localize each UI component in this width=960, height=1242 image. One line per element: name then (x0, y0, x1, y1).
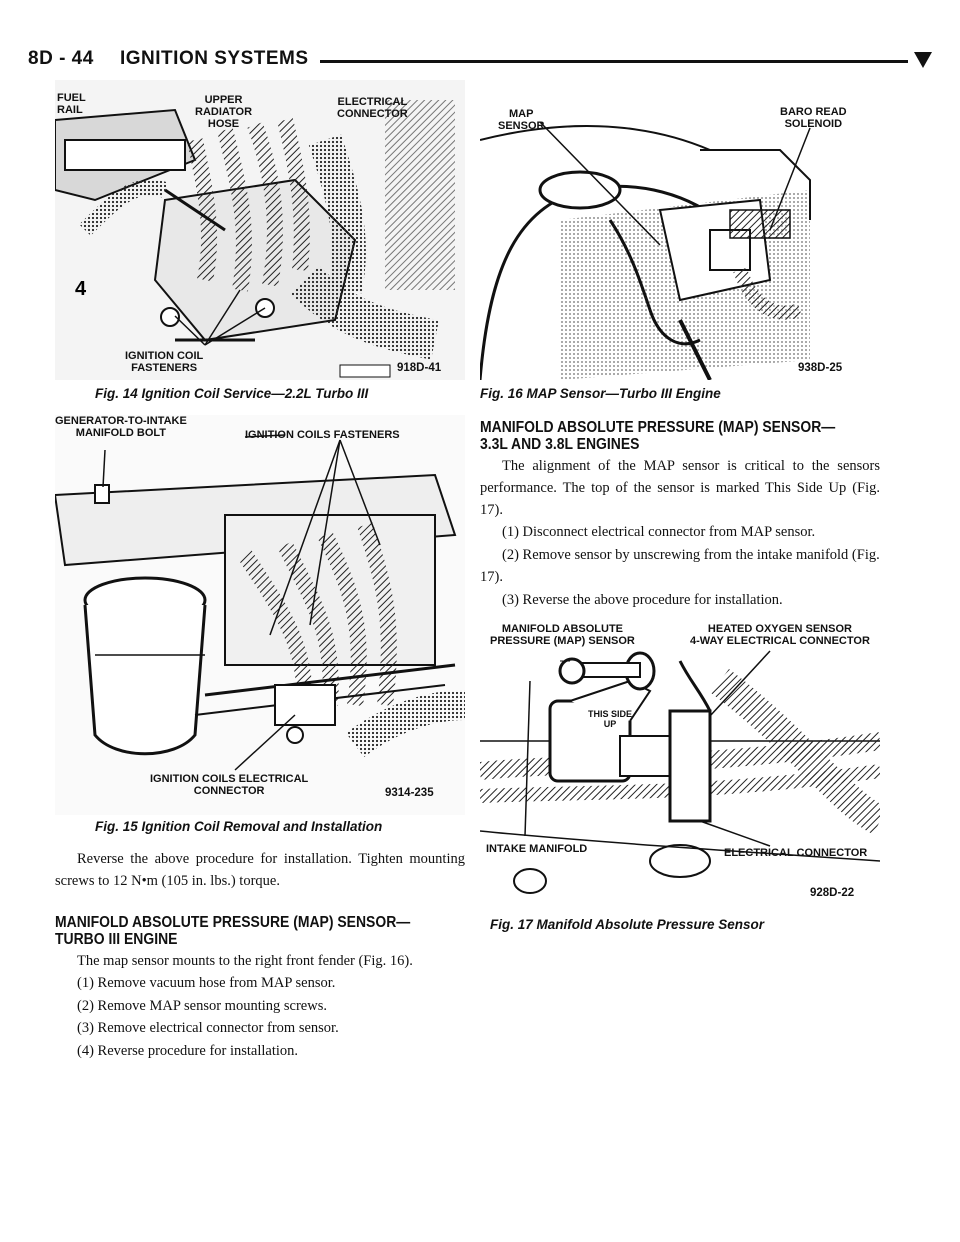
page-section-title: IGNITION SYSTEMS (120, 48, 309, 69)
figure-15-illustration (55, 415, 465, 815)
reverse-procedure-paragraph: Reverse the above procedure for installation. Tighten mounting screws to 12 N•m (105 in. lbs.) torque. (55, 851, 465, 889)
section-title-33-38: MANIFOLD ABSOLUTE PRESSURE (MAP) SENSOR—3.3L AND 3.8L ENGINES (480, 419, 836, 453)
figure-15 (55, 415, 465, 815)
map-33-38-step-2: (2) Remove sensor by unscrewing from the intake manifold (Fig. 17). (480, 546, 880, 585)
right-column (480, 80, 880, 932)
label-map-sensor: MAP SENSOR (498, 108, 545, 132)
map-33-38-intro-paragraph: The alignment of the MAP sensor is critical to the sensors performance. The top of the sensor is marked This Side Up (Fig. 17). (480, 458, 880, 518)
section-title-turbo: MANIFOLD ABSOLUTE PRESSURE (MAP) SENSOR—TURBO III ENGINE (55, 914, 411, 948)
turbo-intro-paragraph: The map sensor mounts to the right front fender (Fig. 16). (77, 953, 413, 969)
left-column (55, 80, 465, 1062)
turbo-step-1: (1) Remove vacuum hose from MAP sensor. (77, 975, 336, 991)
label-electrical-connector: ELECTRICAL CONNECTOR (337, 96, 408, 120)
figure-16 (480, 80, 880, 380)
label-map-sensor-17: MANIFOLD ABSOLUTE PRESSURE (MAP) SENSOR (490, 623, 635, 647)
turbo-step-4: (4) Reverse procedure for installation. (77, 1042, 299, 1059)
label-ignition-coil-fasteners: IGNITION COIL FASTENERS (125, 350, 204, 374)
label-intake-manifold: INTAKE MANIFOLD (486, 843, 588, 855)
svg-text:4: 4 (75, 278, 87, 300)
map-33-38-step-3: (3) Reverse the above procedure for installation. (502, 591, 783, 608)
label-fuel-rail: FUEL RAIL (57, 92, 86, 116)
figure-15-code: 9314-235 (385, 787, 434, 799)
figure-16-code: 938D-25 (798, 362, 843, 374)
label-heated-oxygen-sensor: HEATED OXYGEN SENSOR 4-WAY ELECTRICAL CONNECTOR (690, 623, 870, 647)
figure-14-code: 918D-41 (397, 362, 442, 374)
label-electrical-connector-17: ELECTRICAL CONNECTOR (724, 847, 868, 859)
figure-14 (55, 80, 465, 380)
label-upper-radiator-hose: UPPER RADIATOR HOSE (195, 94, 253, 130)
figure-17-illustration (480, 621, 880, 911)
label-generator-bolt: GENERATOR-TO-INTAKE MANIFOLD BOLT (55, 415, 187, 439)
figure-17-caption: Fig. 17 Manifold Absolute Pressure Sensor (490, 917, 765, 932)
label-baro-read-solenoid: BARO READ SOLENOID (780, 106, 847, 130)
figure-14-caption: Fig. 14 Ignition Coil Service—2.2L Turbo III (95, 386, 369, 401)
label-coils-electrical-connector: IGNITION COILS ELECTRICAL CONNECTOR (150, 773, 309, 797)
label-this-side-up: THIS SIDE UP (588, 709, 633, 729)
turbo-step-2: (2) Remove MAP sensor mounting screws. (77, 997, 327, 1014)
figure-17 (480, 621, 880, 911)
figure-17-code: 928D-22 (810, 887, 855, 899)
figure-16-caption: Fig. 16 MAP Sensor—Turbo III Engine (480, 386, 721, 401)
figure-15-caption: Fig. 15 Ignition Coil Removal and Installation (95, 819, 383, 834)
header-rule (320, 60, 908, 63)
turbo-step-3: (3) Remove electrical connector from sensor. (77, 1020, 339, 1036)
triangle-marker-icon (914, 52, 932, 68)
figure-14-illustration (55, 80, 465, 380)
page-header (20, 48, 940, 74)
label-coils-fasteners: IGNITION COILS FASTENERS (245, 429, 400, 441)
page-section-code: 8D - 44 (28, 48, 94, 69)
map-33-38-step-1: (1) Disconnect electrical connector from MAP sensor. (502, 524, 816, 540)
